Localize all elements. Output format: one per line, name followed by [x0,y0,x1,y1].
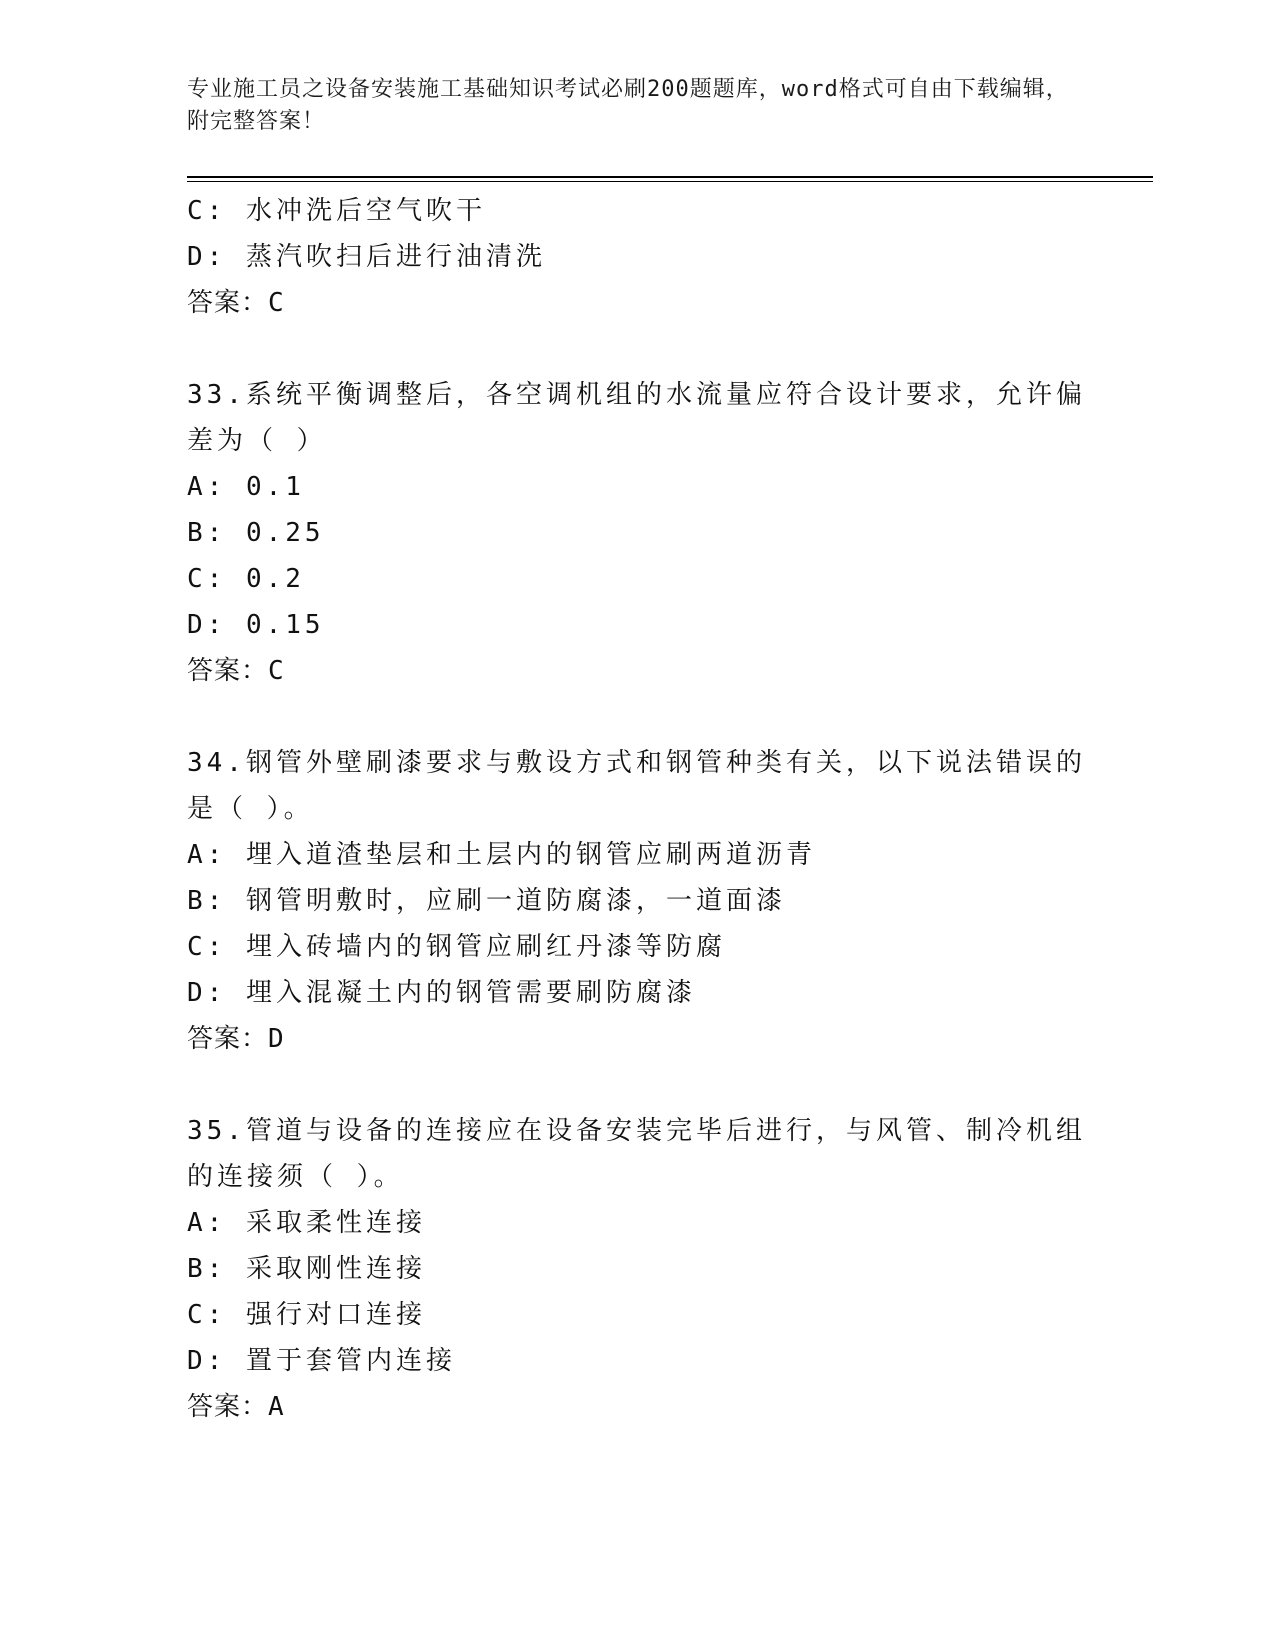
spacer [187,694,1087,740]
option-d: D: 埋入混凝土内的钢管需要刷防腐漆 [187,978,696,1008]
option-b: B: 采取刚性连接 [187,1254,426,1284]
header-title: 专业施工员之设备安装施工基础知识考试必刷200题题库，word格式可自由下载编辑，附完整答案！ [187,77,1069,134]
question-block-33 [187,372,1087,694]
option-c: C: 水冲洗后空气吹干 [187,196,486,226]
question-block-35 [187,1108,1087,1430]
option-c: C: 强行对口连接 [187,1300,426,1330]
option-a: A: 采取柔性连接 [187,1208,426,1238]
spacer [187,326,1087,372]
option-a: A: 埋入道渣垫层和土层内的钢管应刷两道沥青 [187,840,816,870]
document-header [187,74,1087,138]
question-stem: 35.管道与设备的连接应在设备安装完毕后进行，与风管、制冷机组的连接须（ ）。 [187,1116,1086,1192]
header-divider-thin [187,181,1153,182]
answer-line: 答案：D [187,1024,285,1054]
question-block-partial [187,188,1087,326]
question-list [187,188,1087,1430]
option-c: C: 0.2 [187,564,305,594]
question-block-34 [187,740,1087,1062]
answer-line: 答案：C [187,288,285,318]
option-d: D: 置于套管内连接 [187,1346,456,1376]
question-stem: 33.系统平衡调整后，各空调机组的水流量应符合设计要求，允许偏差为（ ） [187,380,1086,456]
option-d: D: 蒸汽吹扫后进行油清洗 [187,242,546,272]
option-d: D: 0.15 [187,610,325,640]
question-stem: 34.钢管外壁刷漆要求与敷设方式和钢管种类有关，以下说法错误的是（ ）。 [187,748,1086,824]
header-divider-thick [187,176,1153,178]
option-a: A: 0.1 [187,472,305,502]
option-c: C: 埋入砖墙内的钢管应刷红丹漆等防腐 [187,932,726,962]
answer-line: 答案：A [187,1392,285,1422]
spacer [187,1062,1087,1108]
option-b: B: 钢管明敷时，应刷一道防腐漆，一道面漆 [187,886,786,916]
answer-line: 答案：C [187,656,285,686]
option-b: B: 0.25 [187,518,325,548]
